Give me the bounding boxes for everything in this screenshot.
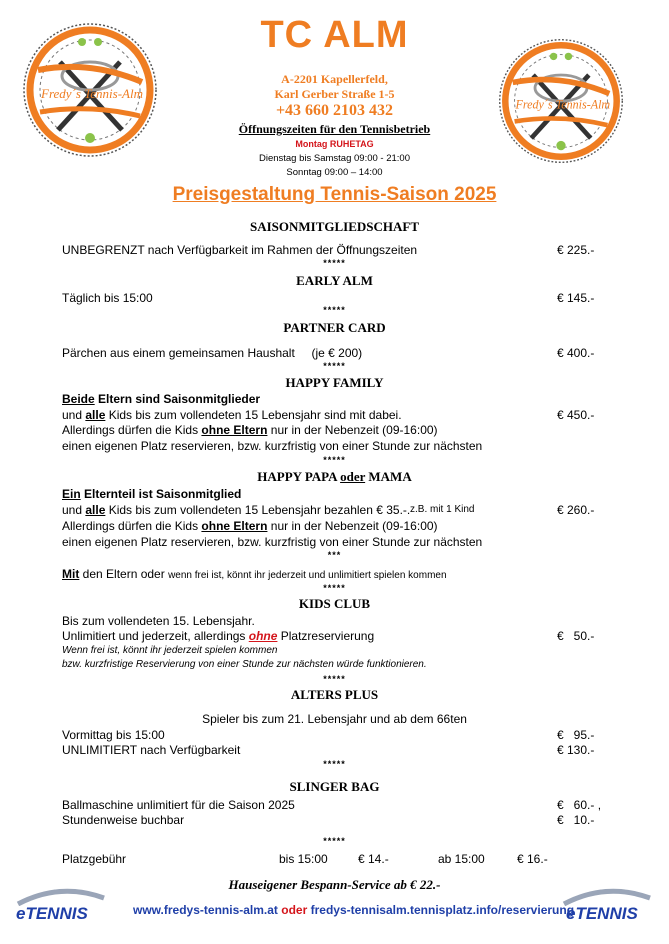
stars-divider: ***** bbox=[323, 361, 346, 371]
reservation-link[interactable]: fredys-tennisalm.tennisplatz.info/reservierung bbox=[310, 903, 575, 917]
slinger-price-2: € 10.- bbox=[557, 813, 595, 827]
etennis-brand: eTENNIS bbox=[566, 904, 638, 923]
swoosh-icon bbox=[560, 884, 652, 906]
monday-closed: Montag RUHETAG bbox=[295, 139, 374, 149]
section-heading-saison: SAISONMITGLIEDSCHAFT bbox=[249, 219, 420, 234]
alters-price-1: € 95.- bbox=[557, 728, 595, 742]
opening-hours-heading: Öffnungszeiten für den Tennisbetrieb bbox=[238, 122, 431, 136]
season-pricing-title: Preisgestaltung Tennis-Saison 2025 bbox=[172, 184, 497, 205]
papa-line-3: Allerdings dürfen die Kids ohne Eltern nur in der Nebenzeit (09-16:00) bbox=[62, 519, 438, 533]
kids-line-1: Bis zum vollendeten 15. Lebensjahr. bbox=[62, 614, 255, 628]
early-line: Täglich bis 15:00 bbox=[62, 291, 153, 305]
hours-sunday: Sonntag 09:00 – 14:00 bbox=[286, 167, 383, 178]
stars-divider-short: *** bbox=[327, 550, 342, 560]
etennis-logo-right bbox=[560, 884, 652, 932]
stars-divider: ***** bbox=[323, 258, 346, 268]
section-heading-papa: HAPPY PAPA oder MAMA bbox=[257, 469, 412, 484]
kids-line-4: bzw. kurzfristige Reservierung von einer Stunde zur nächsten würde funktionieren. bbox=[62, 659, 427, 670]
alters-intro: Spieler bis zum 21. Lebensjahr und ab dem 66ten bbox=[202, 712, 467, 726]
family-line-1: Beide Eltern sind Saisonmitglieder bbox=[62, 392, 261, 406]
section-heading-slinger: SLINGER BAG bbox=[289, 779, 380, 794]
etennis-logo-left bbox=[14, 884, 106, 932]
partner-price: € 400.- bbox=[557, 346, 595, 360]
court-fee-price-1: € 14.- bbox=[358, 852, 389, 866]
stars-divider: ***** bbox=[323, 759, 346, 769]
court-fee-price-2: € 16.- bbox=[517, 852, 548, 866]
address-line-2: Karl Gerber Straße 1-5 bbox=[274, 87, 395, 101]
stars-divider: ***** bbox=[323, 583, 346, 593]
stars-divider: ***** bbox=[323, 836, 346, 846]
kids-price: € 50.- bbox=[557, 629, 595, 643]
alters-price-2: € 130.- bbox=[557, 743, 595, 757]
saison-price: € 225.- bbox=[557, 243, 595, 257]
page-title: TC ALM bbox=[260, 14, 409, 56]
family-price: € 450.- bbox=[557, 408, 595, 422]
early-price: € 145.- bbox=[557, 291, 595, 305]
papa-line-4: einen eigenen Platz reservieren, bzw. kurzfristig von einer Stunde zur nächsten bbox=[62, 535, 483, 549]
saison-line: UNBEGRENZT nach Verfügbarkeit im Rahmen der Öffnungszeiten bbox=[62, 243, 418, 257]
court-fee-time-2: ab 15:00 bbox=[438, 852, 485, 866]
court-fee-label: Platzgebühr bbox=[62, 852, 127, 866]
section-heading-kids: KIDS CLUB bbox=[298, 596, 371, 611]
section-heading-partner: PARTNER CARD bbox=[283, 320, 386, 335]
kids-line-3: Wenn frei ist, könnt ihr jederzeit spielen kommen bbox=[62, 645, 278, 656]
stars-divider: ***** bbox=[323, 674, 346, 684]
restringing-service: Hauseigener Bespann-Service ab € 22.- bbox=[228, 877, 441, 892]
footer-links bbox=[133, 903, 574, 917]
slinger-line-2: Stundenweise buchbar bbox=[62, 813, 185, 827]
etennis-brand: eTENNIS bbox=[16, 904, 88, 923]
address-line-1: A-2201 Kapellerfeld, bbox=[281, 72, 388, 86]
section-heading-early: EARLY ALM bbox=[296, 273, 373, 288]
papa-line-5: Mit den Eltern oder wenn frei ist, könnt ihr jederzeit und unlimitiert spielen kommen bbox=[62, 567, 447, 581]
swoosh-icon bbox=[14, 884, 106, 906]
alters-line-1: Vormittag bis 15:00 bbox=[62, 728, 165, 742]
stars-divider: ***** bbox=[323, 455, 346, 465]
section-heading-alters: ALTERS PLUS bbox=[290, 687, 379, 702]
slinger-line-1: Ballmaschine unlimitiert für die Saison 2025 bbox=[62, 798, 295, 812]
stars-divider: ***** bbox=[323, 305, 346, 315]
section-heading-family: HAPPY FAMILY bbox=[285, 375, 384, 390]
alters-line-2: UNLIMITIERT nach Verfügbarkeit bbox=[62, 743, 241, 757]
logo-text: Fredy´s Tennis-Alm bbox=[41, 86, 143, 101]
papa-line-1: Ein Elternteil ist Saisonmitglied bbox=[62, 487, 242, 501]
phone-number: +43 660 2103 432 bbox=[275, 102, 394, 119]
papa-example-note: z.B. mit 1 Kind bbox=[410, 504, 475, 515]
kids-line-2: Unlimitiert und jederzeit, allerdings ohne Platzreservierung bbox=[62, 629, 375, 643]
partner-line: Pärchen aus einem gemeinsamen Haushalt (je € 200) bbox=[62, 346, 363, 360]
or-label: oder bbox=[281, 903, 308, 917]
family-line-4: einen eigenen Platz reservieren, bzw. kurzfristig von einer Stunde zur nächsten bbox=[62, 439, 483, 453]
family-line-2: und alle Kids bis zum vollendeten 15 Lebensjahr sind mit dabei. bbox=[62, 408, 402, 422]
family-line-3: Allerdings dürfen die Kids ohne Eltern nur in der Nebenzeit (09-16:00) bbox=[62, 423, 438, 437]
papa-price: € 260.- bbox=[557, 503, 595, 517]
papa-line-2: und alle Kids bis zum vollendeten 15 Lebensjahr bezahlen € 35.-. bbox=[62, 503, 411, 517]
slinger-price-1: € 60.- , bbox=[557, 798, 602, 812]
hours-tue-sat: Dienstag bis Samstag 09:00 - 21:00 bbox=[258, 153, 411, 164]
website-link[interactable]: www.fredys-tennis-alm.at bbox=[133, 903, 278, 917]
logo-text: Fredy´s Tennis-Alm bbox=[515, 97, 611, 112]
court-fee-time-1: bis 15:00 bbox=[279, 852, 328, 866]
